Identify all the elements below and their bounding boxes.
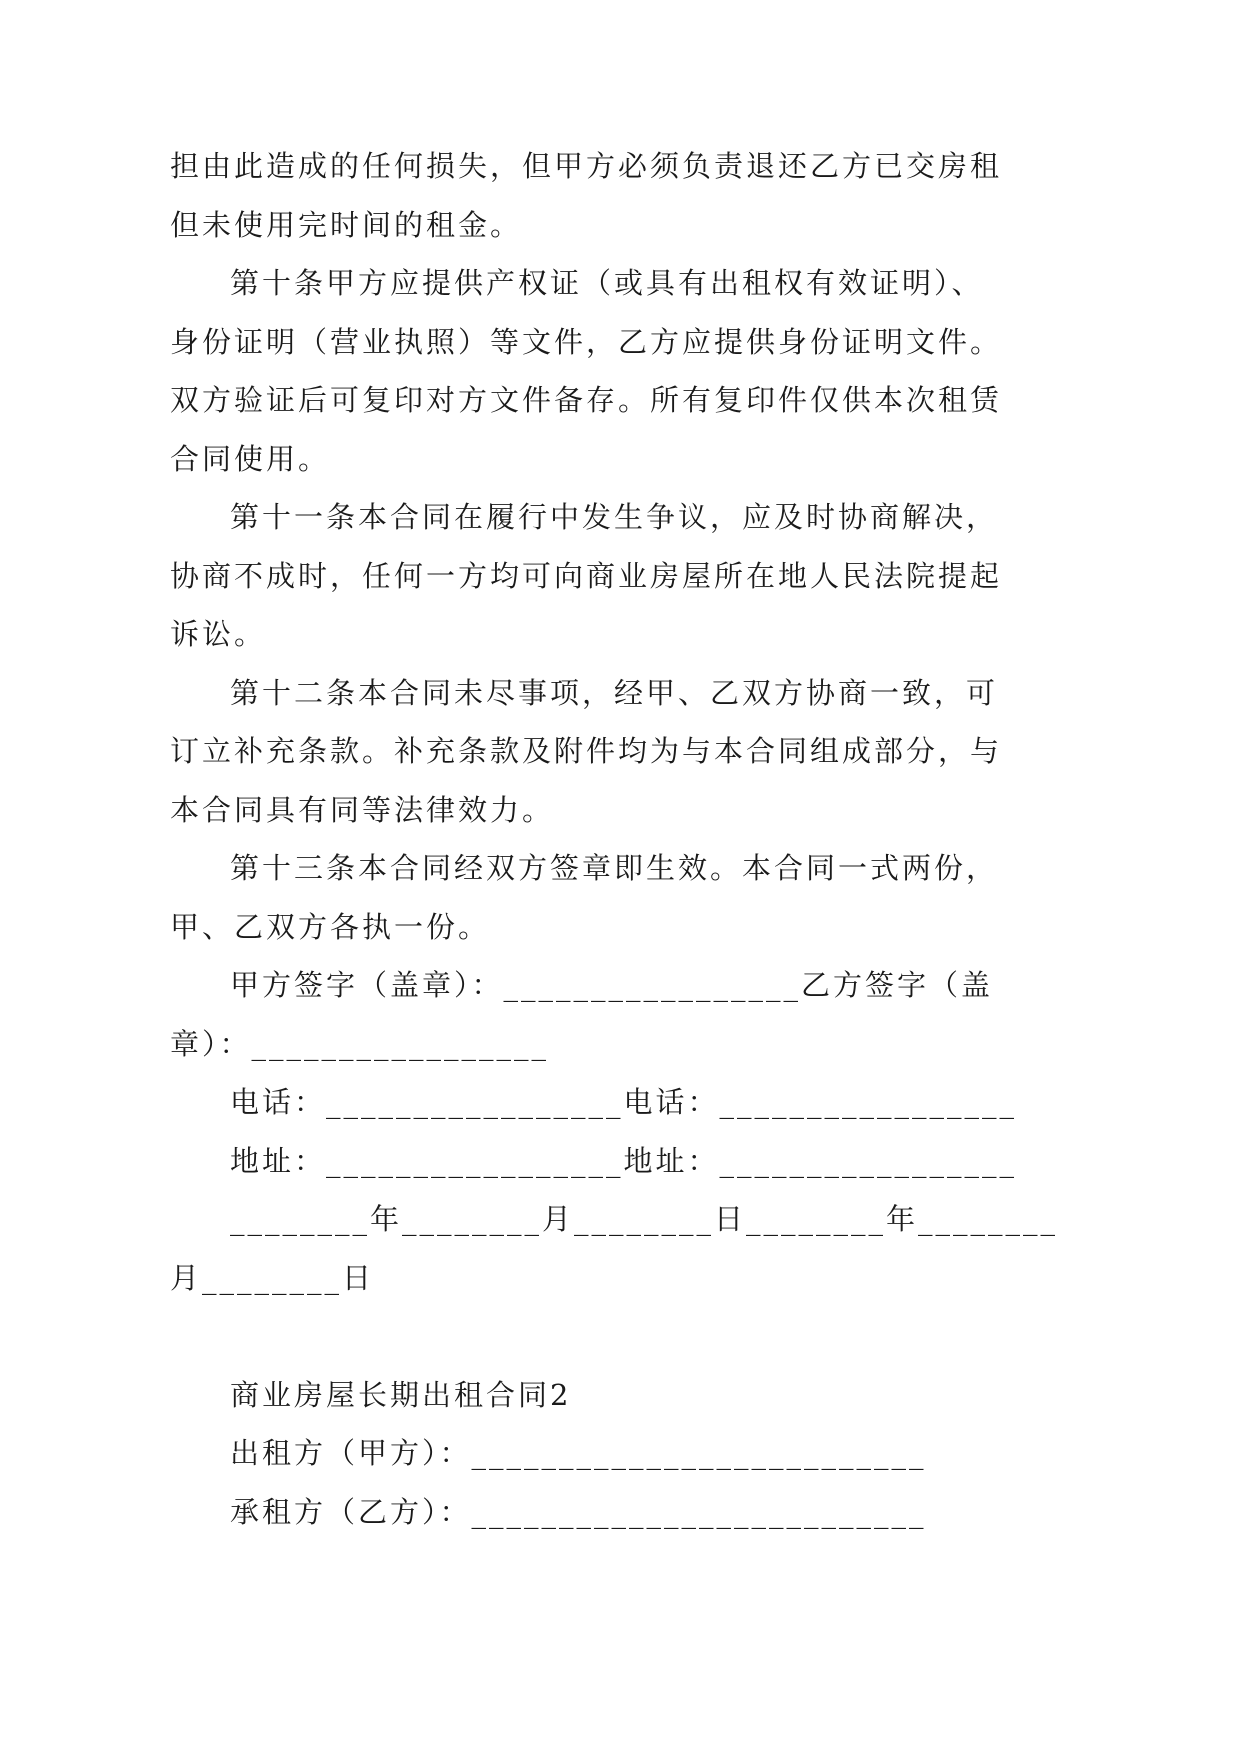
text-line: 双方验证后可复印对方文件备存。所有复印件仅供本次租赁 bbox=[170, 383, 1003, 417]
text-line: 但未使用完时间的租金。 bbox=[170, 207, 523, 242]
text-line: 第十二条本合同未尽事项，经甲、乙双方协商一致，可 bbox=[230, 675, 999, 710]
text-line: 电话：_________________电话：_________________ bbox=[230, 1085, 1018, 1119]
text-line: ________年________月________日________年________ bbox=[230, 1202, 1059, 1236]
text-line: 第十一条本合同在履行中发生争议，应及时协商解决， bbox=[230, 500, 999, 534]
text-line: 甲方签字（盖章）：_________________乙方签字（盖 bbox=[230, 968, 994, 1002]
text-line: 身份证明（营业执照）等文件，乙方应提供身份证明文件。 bbox=[170, 324, 1003, 359]
text-line: 第十条甲方应提供产权证（或具有出租权有效证明）、 bbox=[230, 266, 984, 300]
text-line: 诉讼。 bbox=[170, 617, 267, 651]
text-line: 商业房屋长期出租合同2 bbox=[230, 1377, 572, 1412]
text-line: 承租方（乙方）：__________________________ bbox=[230, 1494, 927, 1529]
text-line: 合同使用。 bbox=[170, 441, 331, 476]
text-line: 出租方（甲方）：__________________________ bbox=[230, 1436, 927, 1470]
text-line: 甲、乙双方各执一份。 bbox=[170, 909, 491, 944]
text-line: 担由此造成的任何损失，但甲方必须负责退还乙方已交房租 bbox=[170, 149, 1003, 183]
text-line: 协商不成时，任何一方均可向商业房屋所在地人民法院提起 bbox=[170, 558, 1003, 593]
text-line: 订立补充条款。补充条款及附件均为与本合同组成部分，与 bbox=[170, 734, 1003, 768]
text-line: 月________日 bbox=[170, 1260, 375, 1295]
text-line: 章）：_________________ bbox=[170, 1026, 550, 1061]
text-line: 第十三条本合同经双方签章即生效。本合同一式两份， bbox=[230, 851, 999, 885]
text-line: 地址：_________________地址：_________________ bbox=[230, 1143, 1018, 1178]
text-line: 本合同具有同等法律效力。 bbox=[170, 792, 555, 827]
